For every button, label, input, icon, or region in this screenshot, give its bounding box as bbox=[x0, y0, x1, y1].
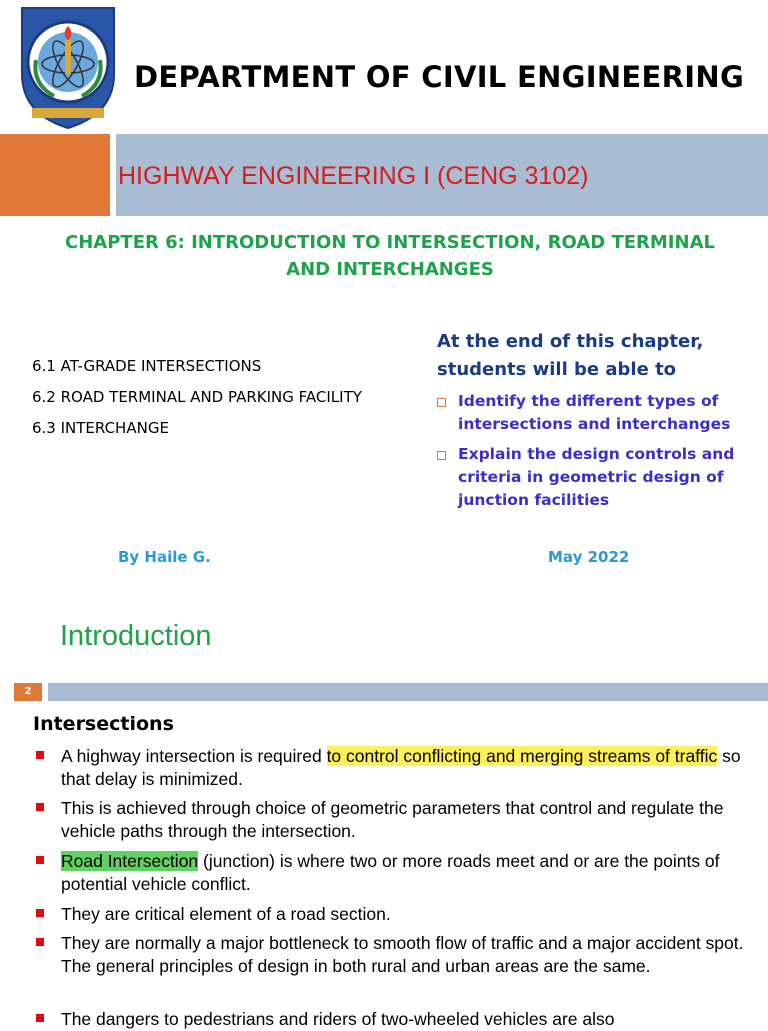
point-text: They are normally a major bottleneck to smooth flow of traffic and a major accident spot. The general principles of design in both rural and urban areas are the same. bbox=[61, 933, 744, 976]
chapter-title-line2: AND INTERCHANGES bbox=[286, 259, 494, 280]
accent-block bbox=[0, 134, 110, 216]
objectives-title bbox=[437, 328, 703, 384]
topic-item: 6.2 ROAD TERMINAL AND PARKING FACILITY bbox=[32, 388, 362, 406]
university-logo bbox=[14, 4, 122, 130]
objectives-title-line2: students will be able to bbox=[437, 359, 677, 380]
red-square-bullet-icon bbox=[36, 751, 44, 759]
section-heading: Intersections bbox=[33, 713, 174, 735]
chapter-title-line1: CHAPTER 6: INTRODUCTION TO INTERSECTION, ROAD TERMINAL bbox=[65, 232, 715, 253]
department-title: DEPARTMENT OF CIVIL ENGINEERING bbox=[134, 60, 745, 94]
slide-title: Introduction bbox=[60, 620, 212, 652]
bullet-point bbox=[36, 932, 746, 978]
point-text: This is achieved through choice of geometric parameters that control and regulate the vehicle paths through the intersection. bbox=[61, 798, 724, 841]
bullet-point bbox=[36, 850, 746, 896]
topic-item: 6.3 INTERCHANGE bbox=[32, 419, 169, 437]
course-title: HIGHWAY ENGINEERING I (CENG 3102) bbox=[118, 162, 589, 190]
red-square-bullet-icon bbox=[36, 803, 44, 811]
objective-text: Explain the design controls and criteria in geometric design of junction facilities bbox=[458, 445, 735, 509]
point-text: A highway intersection is required bbox=[61, 746, 327, 766]
bullet-point bbox=[36, 903, 746, 926]
red-square-bullet-icon bbox=[36, 909, 44, 917]
objectives-title-line1: At the end of this chapter, bbox=[437, 331, 704, 352]
bullet-point bbox=[36, 745, 746, 791]
highlighted-text: Road Intersection bbox=[61, 851, 199, 871]
red-square-bullet-icon bbox=[36, 856, 44, 864]
point-text: so that delay is minimized. bbox=[61, 746, 741, 789]
red-square-bullet-icon bbox=[36, 1014, 44, 1022]
objective-item bbox=[437, 443, 767, 512]
objective-text: Identify the different types of intersections and interchanges bbox=[458, 392, 731, 433]
topic-item: 6.1 AT-GRADE INTERSECTIONS bbox=[32, 357, 262, 375]
bullet-point bbox=[36, 797, 746, 843]
chapter-title bbox=[20, 229, 760, 283]
slide-number: 2 bbox=[24, 686, 32, 697]
bullet-point bbox=[36, 1008, 746, 1031]
slide-band bbox=[48, 683, 768, 701]
date: May 2022 bbox=[548, 548, 630, 566]
highlighted-text: to control conflicting and merging streams of traffic bbox=[326, 746, 718, 766]
square-bullet-icon bbox=[437, 398, 446, 407]
point-text: The dangers to pedestrians and riders of two-wheeled vehicles are also bbox=[61, 1009, 615, 1029]
point-text: (junction) is where two or more roads meet and or are the points of potential vehicle conflict. bbox=[61, 851, 720, 894]
red-square-bullet-icon bbox=[36, 938, 44, 946]
point-text: They are critical element of a road section. bbox=[61, 904, 391, 924]
square-bullet-icon bbox=[437, 451, 446, 460]
objective-item bbox=[437, 390, 767, 436]
author: By Haile G. bbox=[118, 548, 211, 566]
